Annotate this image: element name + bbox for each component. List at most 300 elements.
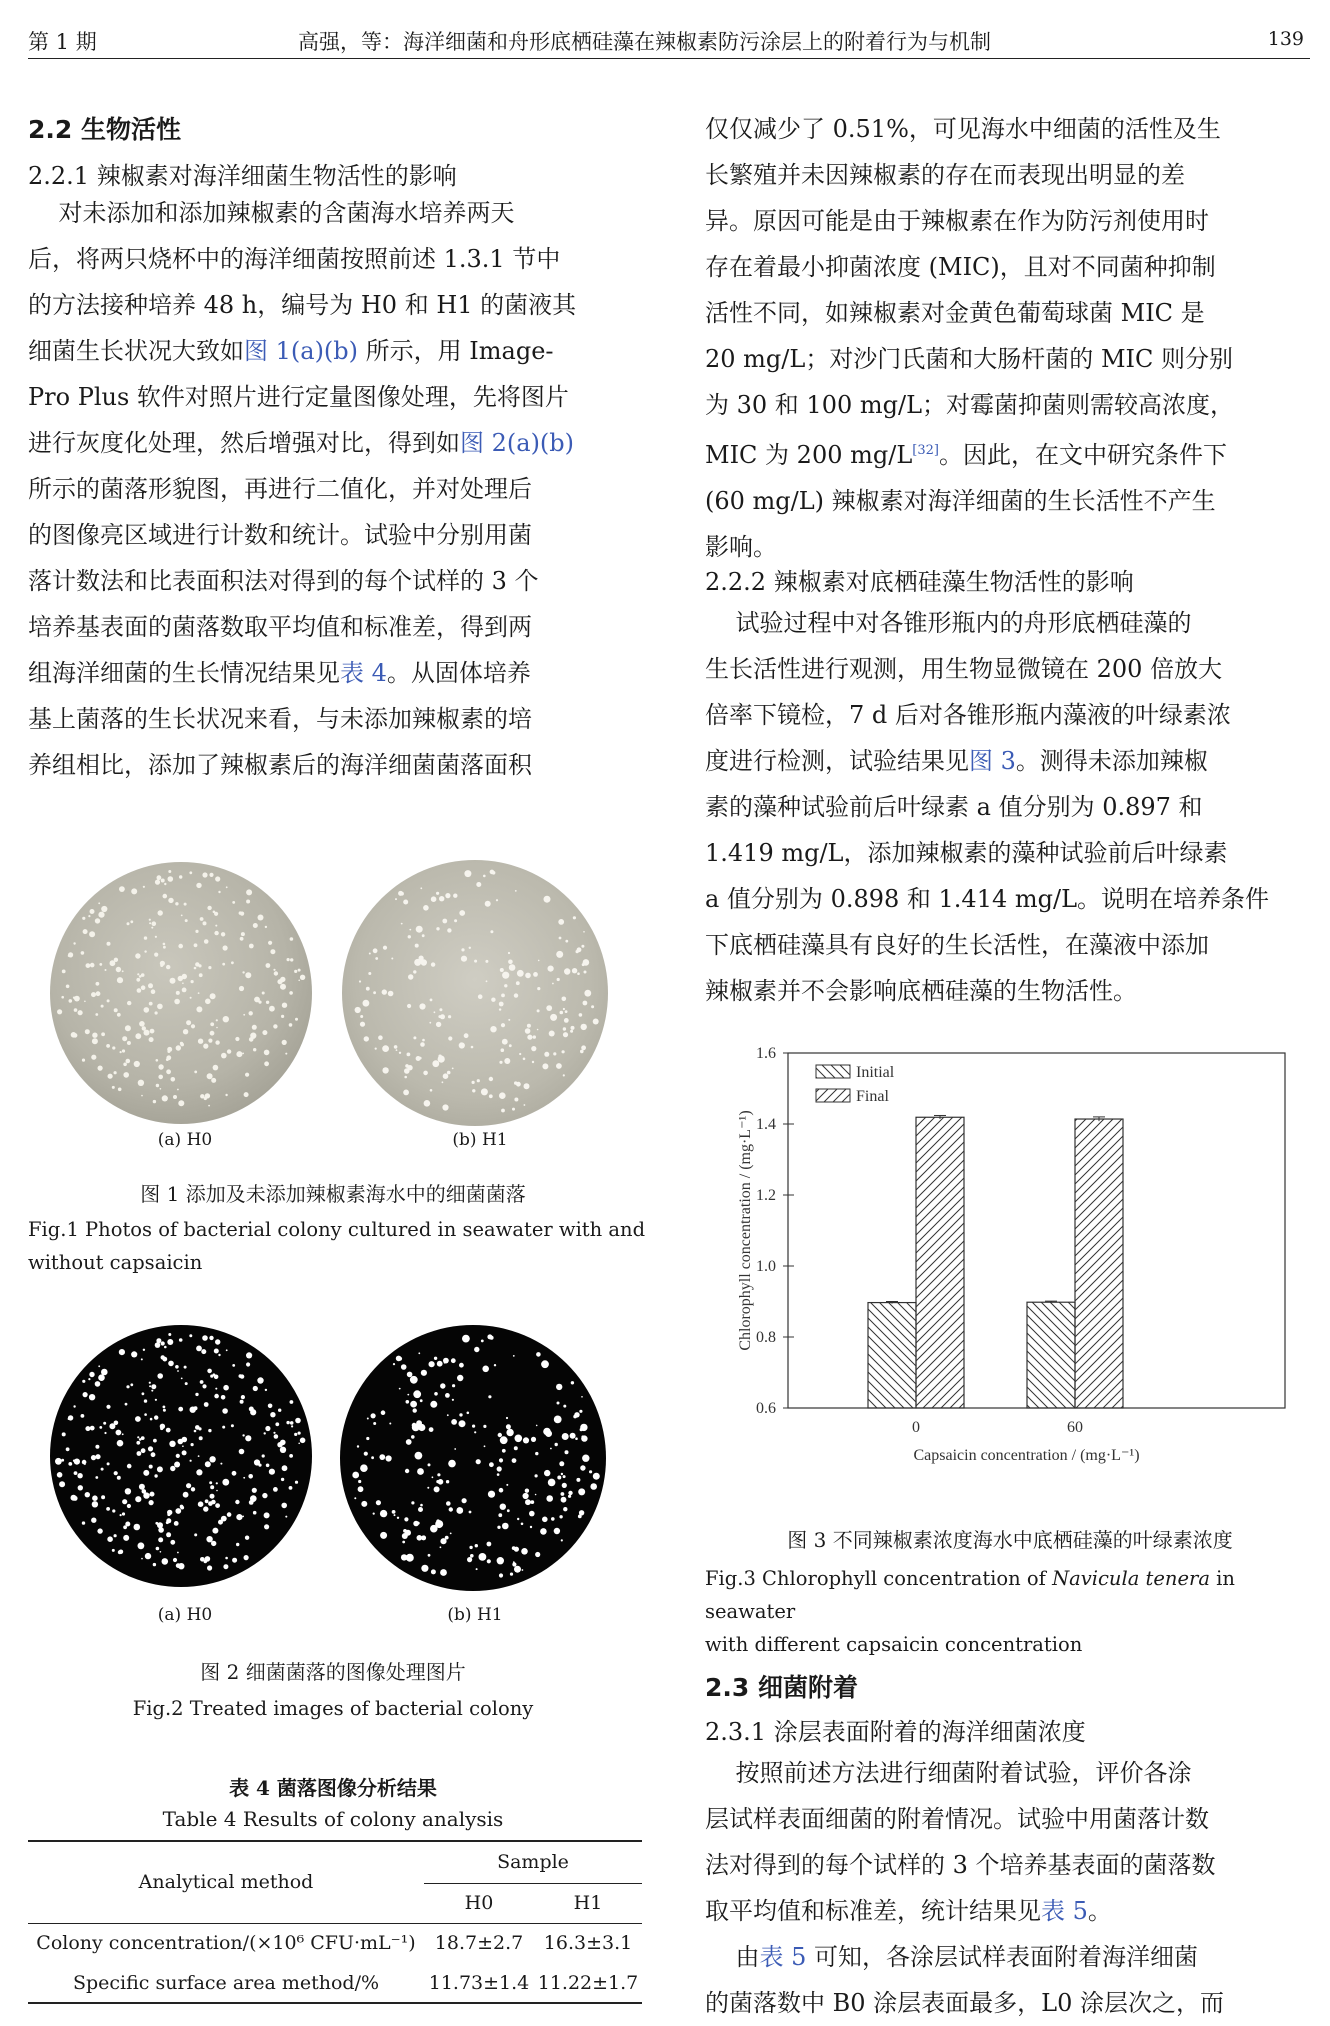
colony-dot xyxy=(579,1410,582,1413)
colony-dot xyxy=(218,891,220,893)
colony-dot xyxy=(98,912,104,918)
colony-dot xyxy=(151,989,156,994)
table-row xyxy=(28,1923,642,1963)
colony-dot xyxy=(515,1435,523,1443)
colony-dot xyxy=(249,944,254,949)
colony-dot xyxy=(554,1528,560,1534)
colony-dot xyxy=(574,1412,579,1417)
colony-dot xyxy=(555,1443,558,1446)
colony-dot xyxy=(355,1007,361,1013)
colony-dot xyxy=(264,1050,270,1056)
colony-dot xyxy=(440,1546,442,1548)
colony-dot xyxy=(218,1520,223,1525)
colony-dot xyxy=(175,1508,181,1514)
text-line: 辣椒素并不会影响底栖硅藻的生物活性。 xyxy=(705,977,1137,1005)
colony-dot xyxy=(472,1081,475,1084)
colony-dot xyxy=(472,1425,475,1428)
colony-dot xyxy=(150,1418,153,1421)
bar-final xyxy=(1075,1119,1123,1408)
colony-dot xyxy=(286,1421,289,1424)
fig3-caption-en-line1 xyxy=(705,1562,1325,1628)
colony-dot xyxy=(371,1456,374,1459)
colony-dot xyxy=(266,963,271,968)
colony-dot xyxy=(561,1492,565,1496)
colony-dot xyxy=(218,1354,220,1356)
colony-dot xyxy=(420,1504,423,1507)
colony-dot xyxy=(99,1426,102,1429)
colony-dot xyxy=(246,1362,250,1366)
colony-dot xyxy=(262,992,265,995)
colony-dot xyxy=(202,872,207,877)
cross-reference-link[interactable]: 表 5 xyxy=(759,1943,807,1971)
colony-dot xyxy=(264,1061,269,1066)
colony-dot xyxy=(413,970,416,973)
table4-title-en: Table 4 Results of colony analysis xyxy=(162,1807,504,1831)
colony-dot xyxy=(167,1050,170,1053)
colony-dot xyxy=(416,1420,422,1426)
colony-dot xyxy=(482,1366,489,1373)
cross-reference-link[interactable]: 表 4 xyxy=(340,659,387,687)
colony-dot xyxy=(191,980,194,983)
colony-dot xyxy=(123,1525,127,1529)
text-line: 细菌生长状况大致如图 1(a)(b) 所示，用 Image- xyxy=(28,337,554,365)
colony-dot xyxy=(212,1528,218,1534)
colony-dot xyxy=(546,1495,553,1502)
colony-dot xyxy=(210,1375,213,1378)
colony-dot xyxy=(149,1385,151,1387)
colony-dot xyxy=(270,1412,275,1417)
colony-dot xyxy=(499,1458,503,1462)
colony-dot xyxy=(467,1412,470,1415)
colony-dot xyxy=(427,1487,429,1489)
subsection-heading-2-2-1: 2.2.1 辣椒素对海洋细菌生物活性的影响 xyxy=(28,162,457,190)
colony-dot xyxy=(178,1100,184,1106)
colony-dot xyxy=(155,880,160,885)
colony-dot xyxy=(135,1416,141,1422)
colony-dot xyxy=(458,1507,461,1510)
body-paragraph-right-3 xyxy=(705,1750,1315,2026)
colony-dot xyxy=(500,1436,508,1444)
colony-dot xyxy=(391,958,393,960)
colony-dot xyxy=(131,1351,137,1357)
table-row xyxy=(28,1963,642,2003)
colony-dot xyxy=(92,1495,98,1501)
x-tick-label: 0 xyxy=(912,1419,920,1436)
colony-dot xyxy=(524,1083,530,1089)
colony-dot xyxy=(379,1454,385,1460)
colony-dot xyxy=(258,915,264,921)
colony-dot xyxy=(179,875,182,878)
colony-dot xyxy=(153,1439,157,1443)
colony-dot xyxy=(562,1483,567,1488)
colony-dot xyxy=(126,1059,131,1064)
colony-dot xyxy=(153,1563,156,1566)
colony-dot xyxy=(77,1473,82,1478)
colony-dot xyxy=(280,1447,286,1453)
colony-dot xyxy=(419,1003,425,1009)
colony-dot xyxy=(282,1003,287,1008)
colony-dot xyxy=(491,998,495,1002)
colony-dot xyxy=(434,1392,438,1396)
colony-dot xyxy=(163,1357,167,1361)
colony-dot xyxy=(207,1369,212,1374)
colony-dot xyxy=(443,1073,449,1079)
colony-dot xyxy=(122,1499,127,1504)
colony-dot xyxy=(155,936,157,938)
colony-dot xyxy=(157,875,162,880)
colony-dot xyxy=(506,1429,513,1436)
colony-dot xyxy=(175,1365,179,1369)
colony-dot xyxy=(139,1021,145,1027)
colony-dot xyxy=(163,894,168,899)
colony-dot xyxy=(504,984,507,987)
colony-dot xyxy=(86,963,91,968)
colony-dot xyxy=(501,1109,505,1113)
colony-dot xyxy=(578,1488,585,1495)
colony-dot xyxy=(137,988,142,993)
table4-title-cn: 表 4 菌落图像分析结果 xyxy=(229,1776,437,1800)
colony-dot xyxy=(508,960,513,965)
colony-dot xyxy=(198,1501,204,1507)
colony-dot xyxy=(568,1491,572,1495)
colony-dot xyxy=(431,1569,436,1574)
colony-dot xyxy=(446,1501,451,1506)
colony-dot xyxy=(183,1029,188,1034)
colony-dot xyxy=(562,1050,565,1053)
colony-dot xyxy=(300,975,305,980)
colony-dot xyxy=(506,1417,508,1419)
colony-dot xyxy=(360,1015,363,1018)
colony-dot xyxy=(106,1405,110,1409)
colony-dot xyxy=(189,1334,192,1337)
colony-dot xyxy=(221,1053,227,1059)
colony-dot xyxy=(190,1407,196,1413)
colony-dot xyxy=(497,1466,502,1471)
colony-dot xyxy=(173,1095,177,1099)
colony-dot xyxy=(449,1507,453,1511)
colony-dot xyxy=(521,1523,524,1526)
colony-dot xyxy=(525,1499,531,1505)
colony-dot xyxy=(227,1049,231,1053)
colony-dot xyxy=(182,988,187,993)
y-tick-label: 0.6 xyxy=(756,1400,776,1417)
colony-dot xyxy=(98,902,100,904)
colony-dot xyxy=(397,1517,399,1519)
colony-dot xyxy=(68,952,73,957)
colony-dot xyxy=(125,1488,131,1494)
colony-dot xyxy=(236,1514,242,1520)
colony-dot xyxy=(289,991,293,995)
colony-dot xyxy=(246,889,252,895)
colony-dot xyxy=(361,1501,367,1507)
y-tick-label: 1.2 xyxy=(756,1187,776,1204)
colony-dot xyxy=(266,1464,270,1468)
colony-dot xyxy=(531,1046,536,1051)
cross-reference-link[interactable]: 表 5 xyxy=(1041,1897,1088,1925)
fig3-caption-en xyxy=(705,1562,1325,1661)
colony-dot xyxy=(174,999,180,1005)
colony-dot xyxy=(442,1081,444,1083)
citation-link[interactable]: [32] xyxy=(912,443,939,458)
colony-dot xyxy=(223,945,228,950)
colony-dot xyxy=(382,1067,388,1073)
colony-dot xyxy=(253,923,258,928)
colony-dot xyxy=(570,1030,573,1033)
colony-dot xyxy=(486,980,488,982)
colony-dot xyxy=(265,1389,267,1391)
colony-dot xyxy=(501,1048,505,1052)
colony-dot xyxy=(125,1403,128,1406)
colony-dot xyxy=(431,962,435,966)
colony-dot xyxy=(551,1517,555,1521)
colony-dot xyxy=(499,1092,506,1099)
colony-dot xyxy=(396,1049,398,1051)
colony-dot xyxy=(373,991,376,994)
colony-dot xyxy=(364,1452,368,1456)
colony-dot xyxy=(591,1005,594,1008)
colony-dot xyxy=(407,1053,411,1057)
colony-dot xyxy=(91,1455,96,1460)
colony-dot xyxy=(57,1472,63,1478)
text-line: 的方法接种培养 48 h，编号为 H0 和 H1 的菌液其 xyxy=(28,291,577,319)
colony-dot xyxy=(250,1409,256,1415)
colony-dot xyxy=(527,975,529,977)
colony-dot xyxy=(200,1380,204,1384)
colony-dot xyxy=(406,1400,410,1404)
fig1-label-a: (a) H0 xyxy=(157,1130,213,1150)
colony-dot xyxy=(163,943,166,946)
colony-dot xyxy=(134,1061,140,1067)
colony-dot xyxy=(298,1432,301,1435)
colony-dot xyxy=(280,977,285,982)
colony-dot xyxy=(565,1450,569,1454)
colony-dot xyxy=(214,1349,219,1354)
colony-dot xyxy=(460,1042,463,1045)
colony-dot xyxy=(149,919,151,921)
colony-dot xyxy=(548,1479,556,1487)
colony-dot xyxy=(475,1544,478,1547)
colony-dot xyxy=(120,1514,122,1516)
colony-dot xyxy=(366,987,370,991)
colony-dot xyxy=(85,1492,90,1497)
colony-dot xyxy=(199,973,203,977)
colony-dot xyxy=(158,1064,163,1069)
text-line: 由表 5 可知，各涂层试样表面附着海洋细菌 xyxy=(705,1943,1199,1971)
colony-dot xyxy=(262,1493,267,1498)
colony-dot xyxy=(242,1516,244,1518)
colony-dot xyxy=(136,978,140,982)
colony-dot xyxy=(158,910,163,915)
colony-dot xyxy=(430,1525,438,1533)
colony-dot xyxy=(295,1418,301,1424)
y-tick-label: 1.6 xyxy=(756,1045,776,1062)
colony-dot xyxy=(533,1035,536,1038)
section-heading-2-2: 2.2 生物活性 xyxy=(28,115,181,144)
colony-dot xyxy=(180,1043,184,1047)
colony-dot xyxy=(451,1419,457,1425)
colony-dot xyxy=(573,916,576,919)
colony-dot xyxy=(490,1026,496,1032)
colony-dot xyxy=(563,1027,566,1030)
colony-dot xyxy=(439,1008,442,1011)
colony-dot xyxy=(154,1415,158,1419)
text-line: 活性不同，如辣椒素对金黄色葡萄球菌 MIC 是 xyxy=(705,299,1205,327)
colony-dot xyxy=(222,1408,228,1414)
colony-dot xyxy=(253,1048,256,1051)
colony-dot xyxy=(507,1509,510,1512)
colony-dot xyxy=(447,928,451,932)
colony-dot xyxy=(535,1474,538,1477)
colony-dot xyxy=(290,937,294,941)
colony-dot xyxy=(191,1024,195,1028)
colony-dot xyxy=(459,1363,464,1368)
colony-dot xyxy=(204,939,209,944)
running-title: 高强，等：海洋细菌和舟形底栖硅藻在辣椒素防污涂层上的附着行为与机制 xyxy=(298,30,991,54)
colony-dot xyxy=(101,1369,108,1376)
colony-dot xyxy=(405,1469,409,1473)
colony-dot xyxy=(166,1518,171,1523)
colony-dot xyxy=(548,966,554,972)
colony-dot xyxy=(144,1007,150,1013)
colony-dot xyxy=(215,925,217,927)
colony-dot xyxy=(554,1416,562,1424)
colony-dot xyxy=(208,1429,211,1432)
colony-dot xyxy=(492,871,496,875)
colony-dot xyxy=(280,1440,286,1446)
text-line: 存在着最小抑菌浓度 (MIC)，且对不同菌种抑制 xyxy=(705,253,1216,281)
colony-dot xyxy=(581,1024,587,1030)
colony-dot xyxy=(383,946,387,950)
colony-dot xyxy=(62,970,66,974)
colony-dot xyxy=(438,1055,441,1058)
colony-dot xyxy=(163,946,166,949)
colony-dot xyxy=(593,1473,600,1480)
colony-dot xyxy=(112,1509,115,1512)
colony-dot xyxy=(563,1008,565,1010)
colony-dot xyxy=(446,1480,449,1483)
colony-dot xyxy=(464,1033,469,1038)
colony-dot xyxy=(483,1425,486,1428)
colony-dot xyxy=(151,1384,156,1389)
colony-dot xyxy=(543,1428,551,1436)
colony-dot xyxy=(269,1469,275,1475)
colony-dot xyxy=(464,870,471,877)
text-line: 基上菌落的生长状况来看，与未添加辣椒素的培 xyxy=(28,705,532,733)
colony-dot xyxy=(576,1478,580,1482)
colony-dot xyxy=(561,1473,563,1475)
cross-reference-link[interactable]: 图 3 xyxy=(969,747,1016,775)
colony-dot xyxy=(232,901,235,904)
colony-dot xyxy=(474,960,477,963)
colony-dot xyxy=(583,1001,588,1006)
colony-dot xyxy=(235,1037,239,1041)
section-heading-2-3: 2.3 细菌附着 xyxy=(705,1673,858,1702)
colony-dot xyxy=(298,980,300,982)
fig3-caption-en-part: in seawater xyxy=(705,1567,1235,1623)
colony-dot xyxy=(560,1011,564,1015)
colony-dot xyxy=(123,1072,129,1078)
colony-dot xyxy=(413,1390,421,1398)
colony-dot xyxy=(209,1481,212,1484)
colony-dot xyxy=(117,1013,121,1017)
colony-dot xyxy=(204,1402,209,1407)
colony-dot xyxy=(474,1431,476,1433)
colony-dot xyxy=(524,1104,526,1106)
colony-dot xyxy=(563,1475,566,1478)
colony-dot xyxy=(394,1514,396,1516)
colony-dot xyxy=(89,1372,94,1377)
colony-dot xyxy=(273,1432,275,1434)
colony-dot xyxy=(476,1568,478,1570)
colony-dot xyxy=(221,1395,226,1400)
colony-dot xyxy=(488,1491,495,1498)
colony-dot xyxy=(561,1539,563,1541)
body-paragraph-left xyxy=(28,190,638,788)
cross-reference-link[interactable]: 图 2(a)(b) xyxy=(460,429,575,457)
colony-dot xyxy=(422,1039,425,1042)
colony-dot xyxy=(59,1481,65,1487)
cross-reference-link[interactable]: 图 1(a)(b) xyxy=(244,337,359,365)
colony-dot xyxy=(404,1517,408,1521)
colony-dot xyxy=(232,1471,237,1476)
colony-dot xyxy=(581,1435,587,1441)
colony-dot xyxy=(266,1001,269,1004)
colony-dot xyxy=(194,1071,197,1074)
colony-dot xyxy=(448,1460,456,1468)
colony-dot xyxy=(429,1022,431,1024)
colony-dot xyxy=(563,1032,568,1037)
colony-dot xyxy=(202,1335,208,1341)
colony-dot xyxy=(423,905,429,911)
y-axis-title: Chlorophyll concentration / (mg·L⁻¹) xyxy=(737,1110,754,1351)
colony-dot xyxy=(95,1381,101,1387)
colony-dot xyxy=(196,1469,202,1475)
colony-dot xyxy=(517,1518,519,1520)
colony-dot xyxy=(559,1461,564,1466)
colony-dot xyxy=(502,1523,509,1530)
colony-dot xyxy=(442,919,447,924)
colony-dot xyxy=(485,901,491,907)
colony-dot xyxy=(440,1383,445,1388)
colony-dot xyxy=(514,1446,518,1450)
colony-dot xyxy=(95,1013,98,1016)
colony-dot xyxy=(483,875,486,878)
colony-dot xyxy=(91,1518,96,1523)
colony-dot xyxy=(68,1415,73,1420)
colony-dot xyxy=(214,912,218,916)
colony-dot xyxy=(413,1521,419,1527)
colony-dot xyxy=(375,957,378,960)
colony-dot xyxy=(373,1513,375,1515)
colony-dot xyxy=(74,1459,80,1465)
colony-dot xyxy=(215,1388,217,1390)
colony-dot xyxy=(510,1573,513,1576)
colony-dot xyxy=(117,1476,121,1480)
colony-dot xyxy=(273,969,275,971)
colony-dot xyxy=(150,1492,155,1497)
colony-dot xyxy=(290,958,293,961)
colony-dot xyxy=(236,1051,242,1057)
y-tick-label: 1.0 xyxy=(756,1258,776,1275)
colony-dot xyxy=(215,876,220,881)
colony-dot xyxy=(91,1055,96,1060)
colony-dot xyxy=(149,922,151,924)
page-number: 139 xyxy=(1267,28,1304,50)
colony-dot xyxy=(223,1016,229,1022)
colony-dot xyxy=(371,1413,376,1418)
colony-dot xyxy=(176,1563,181,1568)
colony-dot xyxy=(415,1452,423,1460)
